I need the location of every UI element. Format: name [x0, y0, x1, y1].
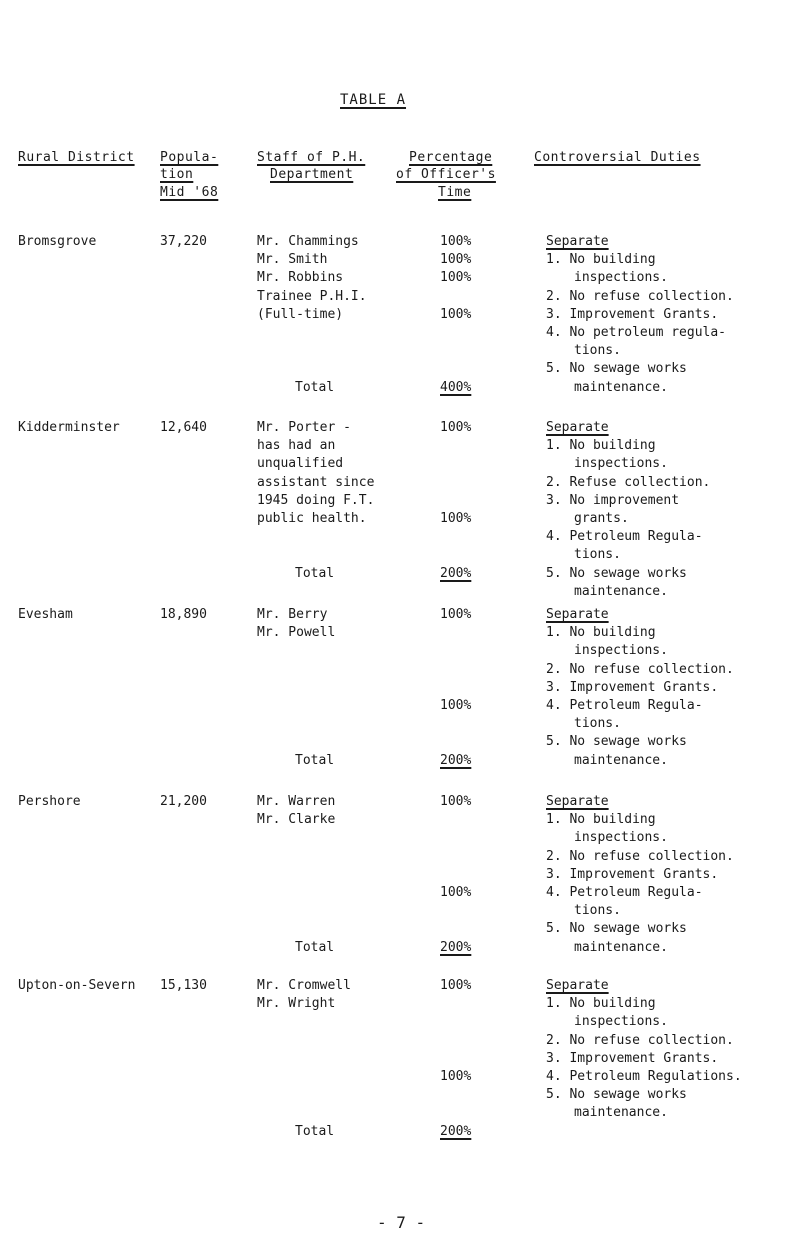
header-percentage-line-3: Time: [438, 185, 472, 200]
header-population-line-2: tion: [160, 167, 194, 182]
staff-line: assistant since: [257, 474, 375, 490]
district-population: 12,640: [160, 420, 207, 435]
percentage-value: 100%: [440, 1069, 472, 1084]
duty-line: tions.: [574, 547, 621, 563]
duty-line: 5. No sewage works: [546, 361, 687, 377]
duty-line: 1. No building: [546, 438, 656, 454]
district-name: Evesham: [18, 607, 73, 622]
header-staff-line-1: Staff of P.H.: [257, 150, 366, 165]
percentage-value: 100%: [440, 420, 472, 435]
duty-line: grants.: [574, 511, 629, 526]
total-value: 200%: [440, 1123, 472, 1139]
duty-line: 2. No refuse collection.: [546, 661, 734, 677]
district-population: 21,200: [160, 794, 207, 809]
percentage-value: 100%: [440, 252, 472, 268]
duty-line: 1. No building: [546, 252, 656, 268]
duties-heading: Separate: [546, 607, 609, 622]
duty-line: 3. Improvement Grants.: [546, 866, 719, 882]
duty-line: 2. No refuse collection.: [546, 1032, 734, 1048]
district-name: Bromsgrove: [18, 234, 97, 249]
staff-line: Mr. Warren: [257, 794, 336, 809]
duty-line: maintenance.: [574, 1105, 668, 1121]
duty-line: inspections.: [574, 643, 668, 659]
header-rural-district: Rural District: [18, 150, 135, 165]
percentage-value: 100%: [440, 511, 472, 526]
staff-line: (Full-time): [257, 306, 344, 322]
duty-line: 4. Petroleum Regula-: [546, 698, 703, 713]
staff-line: Mr. Wright: [257, 996, 336, 1012]
percentage-value: 100%: [440, 698, 472, 713]
total-value: 200%: [440, 565, 472, 581]
total-value: 200%: [440, 752, 472, 768]
district-population: 18,890: [160, 607, 207, 622]
duty-line: tions.: [574, 343, 621, 359]
header-percentage-line-1: Percentage: [409, 150, 493, 165]
duty-line: 2. Refuse collection.: [546, 474, 711, 490]
total-label: Total: [295, 939, 335, 955]
duty-line: 4. Petroleum Regula-: [546, 885, 703, 900]
duty-line: 4. Petroleum Regula-: [546, 529, 703, 545]
district-name: Upton-on-Severn: [18, 978, 136, 993]
percentage-value: 100%: [440, 234, 472, 249]
duty-line: 4. Petroleum Regulations.: [546, 1069, 742, 1084]
district-name: Pershore: [18, 794, 81, 809]
total-label: Total: [295, 1123, 335, 1139]
header-population-line-1: Popula-: [160, 150, 219, 165]
duties-heading: Separate: [546, 420, 609, 435]
duty-line: 2. No refuse collection.: [546, 288, 734, 304]
staff-line: Mr. Robbins: [257, 270, 344, 286]
percentage-value: 100%: [440, 885, 472, 900]
percentage-value: 100%: [440, 607, 472, 622]
duty-line: 5. No sewage works: [546, 734, 687, 750]
total-label: Total: [295, 752, 335, 768]
duty-line: maintenance.: [574, 583, 668, 599]
staff-line: Mr. Porter -: [257, 420, 351, 435]
duty-line: 3. No improvement: [546, 492, 680, 508]
duty-line: inspections.: [574, 1014, 668, 1030]
staff-line: Mr. Cromwell: [257, 978, 351, 993]
page-number: - 7 -: [377, 1213, 426, 1232]
staff-line: Mr. Clarke: [257, 812, 336, 828]
staff-line: public health.: [257, 511, 367, 526]
header-staff-line-2: Department: [270, 167, 354, 182]
header-controversial-duties: Controversial Duties: [534, 150, 701, 165]
total-label: Total: [295, 565, 335, 581]
percentage-value: 100%: [440, 978, 472, 993]
duty-line: tions.: [574, 716, 621, 732]
duty-line: 1. No building: [546, 996, 656, 1012]
duty-line: 2. No refuse collection.: [546, 848, 734, 864]
duties-heading: Separate: [546, 978, 609, 993]
duty-line: 5. No sewage works: [546, 1087, 687, 1103]
duty-line: 5. No sewage works: [546, 565, 687, 581]
staff-line: Mr. Chammings: [257, 234, 359, 249]
duty-line: 3. Improvement Grants.: [546, 306, 719, 322]
duty-line: tions.: [574, 903, 621, 919]
duty-line: maintenance.: [574, 939, 668, 955]
duty-line: maintenance.: [574, 379, 668, 395]
duties-heading: Separate: [546, 794, 609, 809]
page-title: TABLE A: [340, 92, 407, 108]
duty-line: inspections.: [574, 830, 668, 846]
district-population: 15,130: [160, 978, 207, 993]
staff-line: Mr. Berry: [257, 607, 328, 622]
duty-line: maintenance.: [574, 752, 668, 768]
duty-line: 1. No building: [546, 625, 656, 641]
duty-line: 4. No petroleum regula-: [546, 325, 727, 340]
percentage-value: 100%: [440, 270, 472, 286]
total-value: 400%: [440, 379, 472, 395]
total-label: Total: [295, 379, 335, 395]
staff-line: unqualified: [257, 456, 344, 472]
staff-line: 1945 doing F.T.: [257, 492, 375, 508]
percentage-value: 100%: [440, 794, 472, 809]
header-population-line-3: Mid '68: [160, 185, 219, 200]
percentage-value: 100%: [440, 306, 472, 322]
staff-line: has had an: [257, 438, 336, 454]
district-population: 37,220: [160, 234, 207, 249]
duty-line: 1. No building: [546, 812, 656, 828]
duties-heading: Separate: [546, 234, 609, 249]
staff-line: Trainee P.H.I.: [257, 288, 367, 304]
duty-line: 3. Improvement Grants.: [546, 1050, 719, 1066]
duty-line: 5. No sewage works: [546, 921, 687, 937]
header-percentage-line-2: of Officer's: [396, 167, 496, 182]
total-value: 200%: [440, 939, 472, 955]
staff-line: Mr. Smith: [257, 252, 328, 268]
staff-line: Mr. Powell: [257, 625, 336, 641]
duty-line: inspections.: [574, 456, 668, 472]
district-name: Kidderminster: [18, 420, 120, 435]
duty-line: 3. Improvement Grants.: [546, 679, 719, 695]
duty-line: inspections.: [574, 270, 668, 286]
